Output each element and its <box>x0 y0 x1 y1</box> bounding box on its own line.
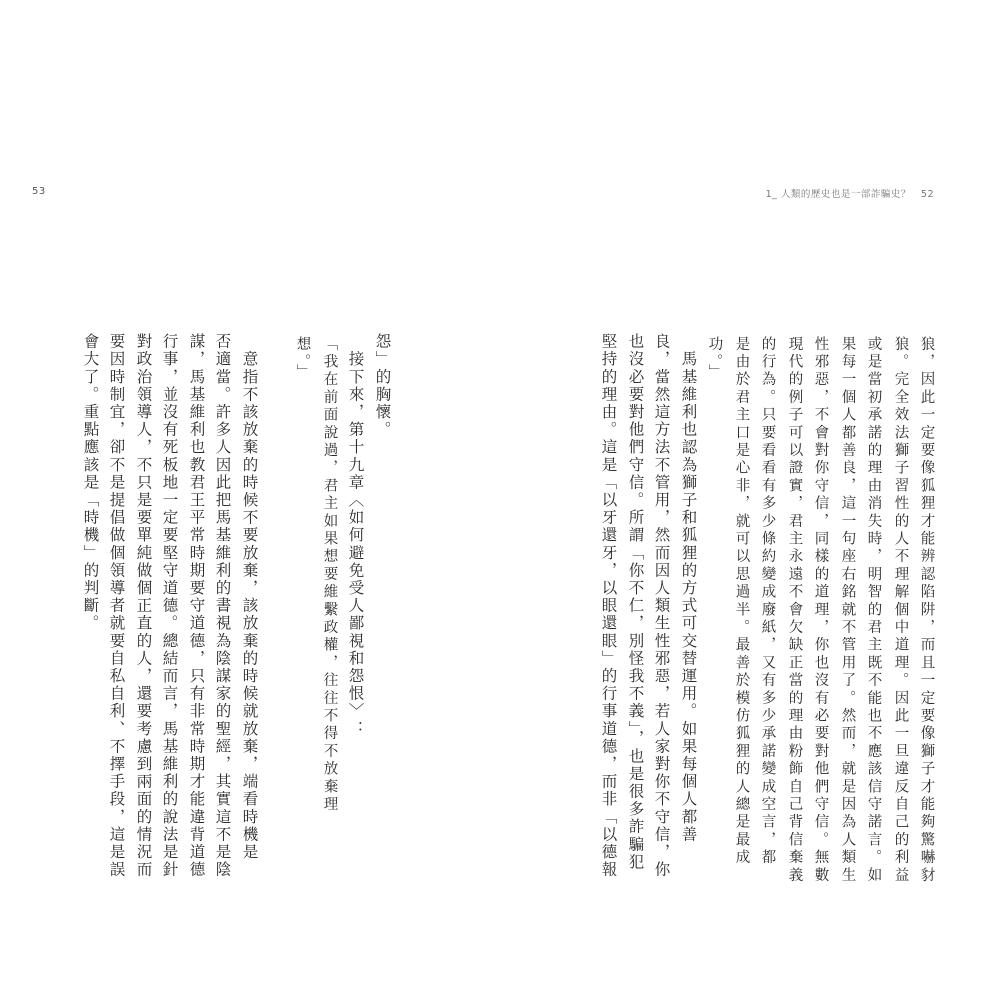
body-line: 會大了。重點應該是「時機」的判斷。 <box>81 333 100 633</box>
quote-line: 想。」 <box>294 336 311 382</box>
body-line: 否適當。許多人因此把馬基維利的書視為陰謀家的聖經，其實這不是陰 <box>213 333 232 879</box>
running-head <box>766 186 934 200</box>
quote-line: 或是當初承諾的理由消失時，明智的君主既不能也不應該信守諾言。如 <box>865 336 882 885</box>
body-line: 也沒必要對他們守信。所謂「你不仁，別怪我不義」，也是很多詐騙犯 <box>626 333 645 871</box>
body-line: 良，當然這方法不管用，然而因人類生性邪惡，若人家對你不守信，你 <box>652 333 671 879</box>
body-line: 馬基維利也認為獅子和狐狸的方式可交替運用。如果每個人都善 <box>679 333 698 844</box>
body-line: 行事，並沒有死板地一定要堅守道德。總結而言，馬基維利的說法是針 <box>160 333 179 879</box>
page-number-right: 52 <box>920 189 934 200</box>
quote-line: 的行為。只要看看有多少條約變成廢紙，又有多少承諾變成空言，都 <box>759 336 776 867</box>
quote-line: 狼。完全效法獅子習性的人不理解個中道理。因此一旦違反自己的利益 <box>892 336 909 885</box>
quote-line: 果每一個人都善良，這一句座右銘就不管用了。然而，就是因為人類生 <box>839 336 856 885</box>
page-number-left: 53 <box>32 186 46 197</box>
body-line: 要因時制宜，卻不是提倡做個領導者就要自私自利、不擇手段，這是誤 <box>107 333 126 879</box>
body-line: 對政治領導人，不只是要單純做個正直的人，還要考慮到兩面的情況而 <box>134 333 153 879</box>
quote-line: 性邪惡，不會對你守信，同樣的道理，你也沒有必要對他們守信。無數 <box>812 336 829 885</box>
body-line: 怨」的胸懷。 <box>373 333 392 439</box>
body-line: 謀，馬基維利也教君王平常時期要守道德，只有非常時期才能違背道德 <box>187 333 206 879</box>
quote-line: 狼，因此一定要像狐狸才能辨認陷阱，而且一定要像獅子才能夠驚嚇豺 <box>918 336 935 885</box>
quote-line: 功。」 <box>706 336 723 382</box>
quote-line: 現代的例子可以證實，君主永遠不會欠缺正當的理由粉飾自己背信棄義 <box>786 336 803 885</box>
body-line: 接下來，第十九章〈如何避免受人鄙視和怨恨〉： <box>346 333 365 738</box>
running-head-text: 1_ 人類的歷史也是一部詐騙史？ <box>765 189 911 200</box>
quote-line: 「我在前面說過，君主如果想要維繫政權，往往不得不放棄理 <box>321 336 338 814</box>
quote-line: 是由於君主口是心非，就可以思過半。最善於模仿狐狸的人總是最成 <box>733 336 750 867</box>
body-line: 意指不該放棄的時候不要放棄，該放棄的時候就放棄，端看時機是 <box>240 333 259 861</box>
body-line: 堅持的理由。這是「以牙還牙，以眼還眼」的行事道德，而非「以德報 <box>599 333 618 879</box>
